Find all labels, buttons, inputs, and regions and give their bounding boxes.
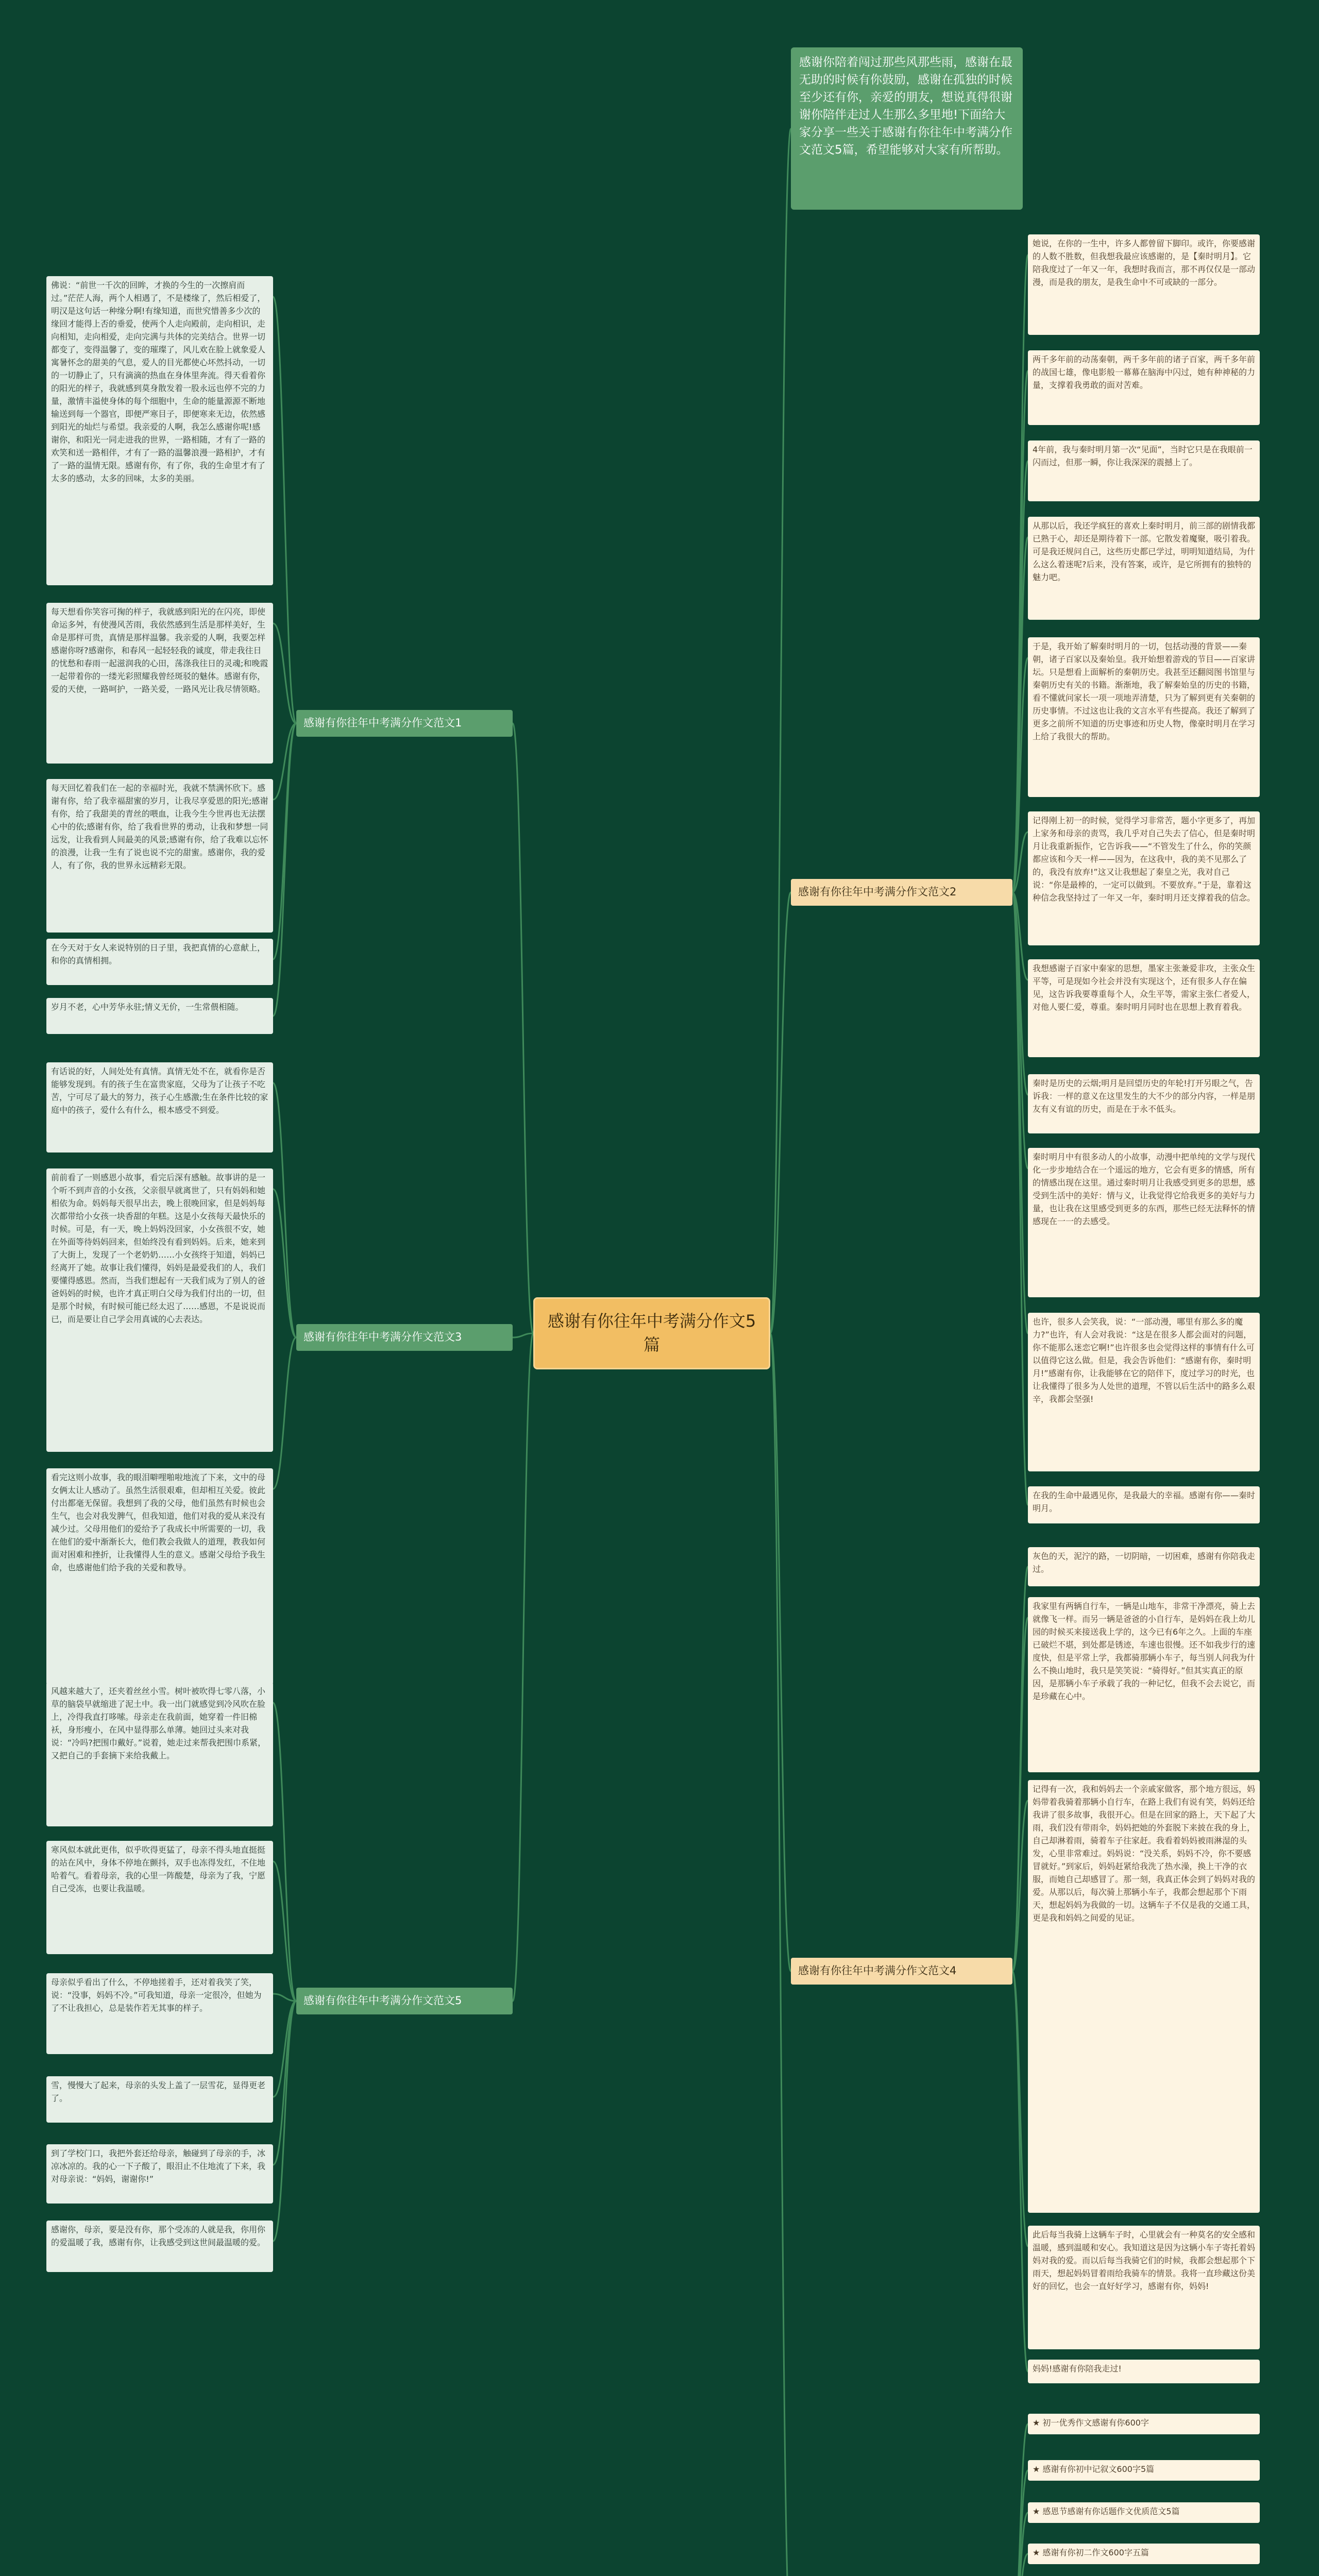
connector-line: [273, 1703, 296, 2001]
text-leaf: 风越来越大了，还夹着丝丝小雪。树叶被吹得七零八落，小草的脑袋早就缩进了泥土中。我一出门就感觉到冷风吹在脸上，冷得我直打哆嗦。母亲走在我前面，她穿着一件旧棉袄，身形瘦小，在风中显得那么单薄。她回过头来对我说：“冷吗?把围巾戴好。”说着，她走过来帮我把围巾系紧，又把自己的手套摘下来给我戴上。: [46, 1682, 273, 1826]
connector-line: [513, 1333, 533, 2001]
branch-node[interactable]: 感谢有你往年中考满分作文范文2: [791, 879, 1012, 906]
intro-node[interactable]: 感谢你陪着闯过那些风那些雨，感谢在最无助的时候有你鼓励，感谢在孤独的时候至少还有你，亲爱的朋友，想说真得很谢谢你陪伴走过人生那么多里地!下面给大家分享一些关于感谢有你往年中考满分作文范文5篇，希望能够对大家有所帮助。: [791, 47, 1023, 210]
text-leaf: 于是，我开始了解秦时明月的一切，包括动漫的背景——秦朝，诸子百家以及秦始皇。我开始想着游戏的节目——百家讲坛。只是想看上面解析的秦朝历史。我甚至还翻阅图书馆里与秦朝历史有关的书籍。渐渐地，我了解秦始皇的历史的书籍，看不懂就问家长一项一项地弄清楚，只为了解到更有关秦朝的历史事情。不过这也让我的文言水平有些提高。我还了解到了更多之前所不知道的历史事迹和历史人物，像豪时明月在学习上给了我很大的帮助。: [1028, 637, 1260, 797]
connector-line: [273, 1083, 296, 1337]
text-leaf: 有话说的好，人间处处有真情。真情无处不在，就看你是否能够发现到。有的孩子生在富贵家庭，父母为了让孩子不吃苦，宁可尽了最大的努力，孩子心生感激;生在条件比较的家庭中的孩子，爱什么有什么，根本感受不到爱。: [46, 1062, 273, 1153]
connector-line: [1012, 371, 1028, 892]
branch-node[interactable]: 感谢有你往年中考满分作文范文5: [296, 1988, 513, 2014]
text-leaf: 记得有一次，我和妈妈去一个亲戚家做客，那个地方很远，妈妈带着我骑着那辆小自行车，在路上我们有说有笑，妈妈还给我讲了很多故事，我很开心。但是在回家的路上，天下起了大雨，我们没有带雨伞，妈妈把她的外套脱下来披在我的身上，自己却淋着雨，骑着车子往家赶。我看着妈妈被雨淋湿的头发，心里非常难过。妈妈说：“没关系，妈妈不冷，你不要感冒就好。”到家后，妈妈赶紧给我洗了热水澡，换上干净的衣服，而她自己却感冒了。那一刻，我真正体会到了妈妈对我的爱。从那以后，每次骑上那辆小车子，我都会想起那个下雨天，想起妈妈为我做的一切。这辆车子不仅是我的交通工具，更是我和妈妈之间爱的见证。: [1028, 1780, 1260, 2213]
related-article-link[interactable]: ★ 感恩节感谢有你话题作文优质范文5篇: [1028, 2502, 1260, 2523]
text-leaf: 前前看了一则感恩小故事，看完后深有感触。故事讲的是一个听不到声音的小女孩，父亲很早就离世了，只有妈妈和她相依为命。妈妈每天很早出去，晚上很晚回家，但是妈妈每次都带给小女孩一块香甜的年糕。这是小女孩每天最快乐的时候。可是，有一天，晚上妈妈没回家，小女孩很不安，她在外面等待妈妈回来，但始终没有看到妈妈。后来，她来到了大街上，发现了一个老奶奶……小女孩终于知道，妈妈已经离开了她。故事让我们懂得，妈妈是最爱我们的人，我们要懂得感恩。然而，当我们想起有一天我们成为了别人的爸爸妈妈的时候，也许才真正明白父母为我们付出的一切，但是那个时候，有时候可能已经太迟了……感恩，不是说说而已，而是要让自己学会用真诚的心去表达。: [46, 1168, 273, 1452]
text-leaf: 每天想看你笑容可掬的样子，我就感到阳光的在闪亮，即使命运多舛，有使漫风苦雨，我依然感到生活是那样美好，生命是那样可贵，真情是那样温馨。我亲爱的人啊，我要怎样感谢你呀?感谢你，和春风一起轻轻我的诚度，带走我往日的忧愁和春雨一起滋润我的心田，荡涤我往日的灵魂;和晚霞一起带着你的一缕光彩照耀我曾经斑驳的魅体。感谢有你，爱的天使，一路呵护，一路关爱，一路风光让我尽情领略。: [46, 603, 273, 764]
text-leaf: 岁月不老，心中芳华永驻;情义无价，一生常偎相随。: [46, 998, 273, 1034]
connector-line: [770, 129, 791, 1333]
connector-line: [273, 723, 296, 1016]
connector-line: [1012, 1618, 1028, 1971]
related-article-link[interactable]: ★ 感谢有你初中记叙文600字5篇: [1028, 2460, 1260, 2481]
connector-line: [1012, 1971, 1028, 2371]
text-leaf: 寒风似本就此更伟，似乎吹得更猛了，母亲不得头地直挺挺的站在风中，身体不停地在颤抖，双手也冻得发红，不住地哈着气。看着母亲，我的心里一阵酸楚，母亲为了我，宁愿自己受冻，也要让我温暖。: [46, 1841, 273, 1954]
connector-line: [513, 1333, 533, 1337]
text-leaf: 灰色的天，泥泞的路，一切阴暗，一切困难，感谢有你陪我走过。: [1028, 1547, 1260, 1586]
connector-line: [273, 2001, 296, 2165]
text-leaf: 秦时是历史的云烟;明月是回望历史的年轮!打开另眼之气，告诉我：一样的意义在这里发生的大不少的部分内容，一样是朋友有义有谊的历史，而是在于永不低头。: [1028, 1074, 1260, 1133]
text-leaf: 两千多年前的动荡秦朝，两千多年前的诸子百家，两千多年前的战国七雄，像电影般一幕幕在脑海中闪过，她有种神秘的力量，支撑着我勇敢的面对苦难。: [1028, 350, 1260, 425]
text-leaf: 她说，在你的一生中，许多人都曾留下脚印。或许，你要感谢的人数不胜数，但我想我最应该感谢的，是【秦时明月】。它陪我度过了一年又一年，我想时我而言，那不再仅仅是一部动漫，而是我的朋友，是我生命中不可或缺的一部分。: [1028, 234, 1260, 335]
text-leaf: 秦时明月中有很多动人的小故事，动漫中把单纯的文学与现代化一步步地结合在一个遥远的地方，它会有更多的情感，所有的情感出现在这里。通过秦时明月让我感受到更多的思想，感受到生活中的美好：情与义，让我觉得它给我更多的美好与力量，也让我在这里感受到更多的东西，那些已经无法释怀的情感现在一一的去感受。: [1028, 1148, 1260, 1297]
related-article-link[interactable]: ★ 感谢有你初二作文600字五篇: [1028, 2544, 1260, 2564]
root-node[interactable]: 感谢有你往年中考满分作文5篇: [533, 1297, 770, 1369]
connector-line: [1012, 892, 1028, 1333]
text-leaf: 我家里有两辆自行车，一辆是山地车，非常干净漂亮，骑上去就像飞一样。而另一辆是爸爸的小自行车，是妈妈在我上幼儿园的时候买来接送我上学的，这今已有6年之久。上面的车座已破烂不堪，到处都是锈迹，车速也很慢。还不如我步行的速度快，但是平常上学，我都骑那辆小车子，每当别人问我为什么不换山地时，我只是笑笑说：“骑得好。”但其实真正的原因，是那辆小车子承载了我的一种记忆，但我不会去说它，而是珍藏在心中。: [1028, 1597, 1260, 1772]
text-leaf: 4年前，我与秦时明月第一次“见面”，当时它只是在我眼前一闪而过，但那一瞬，你让我深深的震撼上了。: [1028, 440, 1260, 501]
text-leaf: 感谢你，母亲，要是没有你，那个受冻的人就是我，你用你的爱温暖了我，感谢有你，让我感受到这世间最温暖的爱。: [46, 2221, 273, 2272]
text-leaf: 从那以后，我还学疯狂的喜欢上秦时明月，前三部的剧情我都已熟于心，却还是期待着下一部。它散发着魔聚，吸引着我。可是我还规问自己，这些历史都已学过，明明知道结局，为什么这么着迷呢?后来，没有答案，或许，是它所拥有的独特的魅力吧。: [1028, 517, 1260, 620]
related-article-link[interactable]: ★ 初一优秀作文感谢有你600字: [1028, 2414, 1260, 2434]
connector-line: [770, 1333, 791, 1971]
text-leaf: 我想感谢子百家中秦家的思想，墨家主张兼爱非攻，主张众生平等，可是现如今社会并没有实现这个，还有很多人存在偏见，这告诉我要尊重每个人，众生平等，需家主张仁者爱人，对他人要仁爱，尊重。秦时明月同时也在思想上教育着我。: [1028, 959, 1260, 1057]
text-leaf: 佛说：“前世一千次的回眸，才换的今生的一次擦肩而过。”茫茫人海，两个人相遇了，不是楼缘了，然后相爱了，明汉是这句话一种缘分啊!有缘知道，而世究惜善多少次的缘回才能得上否的垂爱，使两个人走向殿前，走向相识，走向相知，走向相爱，走向完满与共体的完美结合。世界一切都变了，变得温馨了，变的璀璨了，风儿欢在脸上就象爱人寓暑怀念的甜美的气息，爱人的目光都使心坏然抖动，一切的一切静止了，只有滴滴的热血在身体里奔流。得天看着你的阳光的样子，我就感到莫身散发着一股永远也停不完的力量，激情丰溢使身体的每个细胞中，生命的能量源源不断地输送到每一个器官，即便严寒目子，即便寒来无边，依然感到阳光的灿烂与希望。我亲爱的人啊，我怎么感谢你呢!感谢你，和阳光一同走进我的世界，一路相随，才有了一路的欢笑和送一路相伴，才有了一路的温馨浪漫一路相护，才有了一路的温情无限。感谢有你，有了你，我的生命里才有了太多的感动，太多的回味，太多的美丽。: [46, 276, 273, 585]
connector-line: [513, 723, 533, 1333]
text-leaf: 到了学校门口，我把外套还给母亲，触碰到了母亲的手，冰凉冰凉的。我的心一下子酸了，眼泪止不住地流了下来，我对母亲说：“妈妈，谢谢你!”: [46, 2144, 273, 2204]
text-leaf: 在今天对于女人来说特别的日子里，我把真情的心意献上，和你的真情相拥。: [46, 939, 273, 985]
text-leaf: 此后每当我骑上这辆车子时，心里就会有一种莫名的安全感和温暖，感到温暖和安心。我知道这是因为这辆小车子寄托着妈妈对我的爱。而以后每当我骑它们的时候，我都会想起那个下雨天，想起妈妈冒着雨给我骑车的情景。我将一直珍藏这份美好的回忆，也会一直好好学习，感谢有你，妈妈!: [1028, 2226, 1260, 2349]
text-leaf: 母亲似乎看出了什么，不停地搓着手，还对着我笑了笑，说：“没事，妈妈不冷。”可我知道，母亲一定很冷，但她为了不让我担心，总是装作若无其事的样子。: [46, 1973, 273, 2054]
connector-line: [273, 2001, 296, 2241]
connector-line: [273, 1337, 296, 1489]
branch-node[interactable]: 感谢有你往年中考满分作文范文1: [296, 710, 513, 737]
branch-node[interactable]: 感谢有你往年中考满分作文范文4: [791, 1958, 1012, 1985]
text-leaf: 雪，慢慢大了起来，母亲的头发上盖了一层雪花，显得更老了。: [46, 2076, 273, 2123]
text-leaf: 每天回忆着我们在一起的幸福时光，我就不禁满怀欣下。感谢有你，给了我幸福甜蜜的岁月，让我尽享爱恩的阳光;感谢有你，给了我甜美的青丝的喂血，让我今生今世再也无法摆心中的依;感谢有你，给了我看世界的勇动，让我和梦想一同远发，让我看到人间最美的风景;感谢有你，给了我难以忘怀的浪漫，让我一生有了说也说不完的甜蜜。感谢你，我的爱人，有了你，我的世界永远精彩无限。: [46, 779, 273, 933]
branch-node[interactable]: 感谢有你往年中考满分作文范文3: [296, 1324, 513, 1351]
text-leaf: 妈妈!感谢有你陪我走过!: [1028, 2360, 1260, 2383]
connector-line: [273, 297, 296, 723]
text-leaf: 也许，很多人会笑我，说：“一部动漫，哪里有那么多的魔力?”也许，有人会对我说：“这是在很多人都会面对的问题，你不能那么迷恋它啊!”也许很多也会觉得这样的事情有什么可以值得它这么做。但是，我会告诉他们：“感谢有你，秦时明月!”感谢有你，让我能够在它的陪伴下，度过学习的时光，也让我懂得了很多为人处世的道理，不管以后生活中的路多么艰辛，我都会坚强!: [1028, 1313, 1260, 1471]
text-leaf: 在我的生命中最遇见你，是我最大的幸福。感谢有你——秦时明月。: [1028, 1486, 1260, 1523]
text-leaf: 看完这则小故事，我的眼泪噼哩啪啦地流了下来，文中的母女俩太让人感动了。虽然生活很艰难，但却相互关爱。彼此付出都毫无保留。我想到了我的父母，他们虽然有时候也会生气，也会对我发脾气，但我知道，他们对我的爱从来没有减少过。父母用他们的爱给予了我成长中所需要的一切，我在他们的爱中渐渐长大，他们教会我做人的道理，教我如何面对困难和挫折，让我懂得人生的意义。感谢父母给予我生命，也感谢他们给予我的关爱和教导。: [46, 1468, 273, 1685]
connector-line: [273, 1861, 296, 2001]
text-leaf: 记得刚上初一的时候，觉得学习非常苦，题小字更多了，再加上家务和母亲的责骂，我几乎对自己失去了信心，但是秦时明月让我重新振作，它告诉我——“不管发生了什么，你的笑颜都应该和今天一样——因为，在这我中，我的美不见那么了的，我没有放弃!”这又让我想起了秦皇之光，我对自己说：“你是最棒的，一定可以做到。不要放弃。”于是，靠着这种信念我坚持过了一年又一年，秦时明月还支撑着我的信念。: [1028, 811, 1260, 945]
